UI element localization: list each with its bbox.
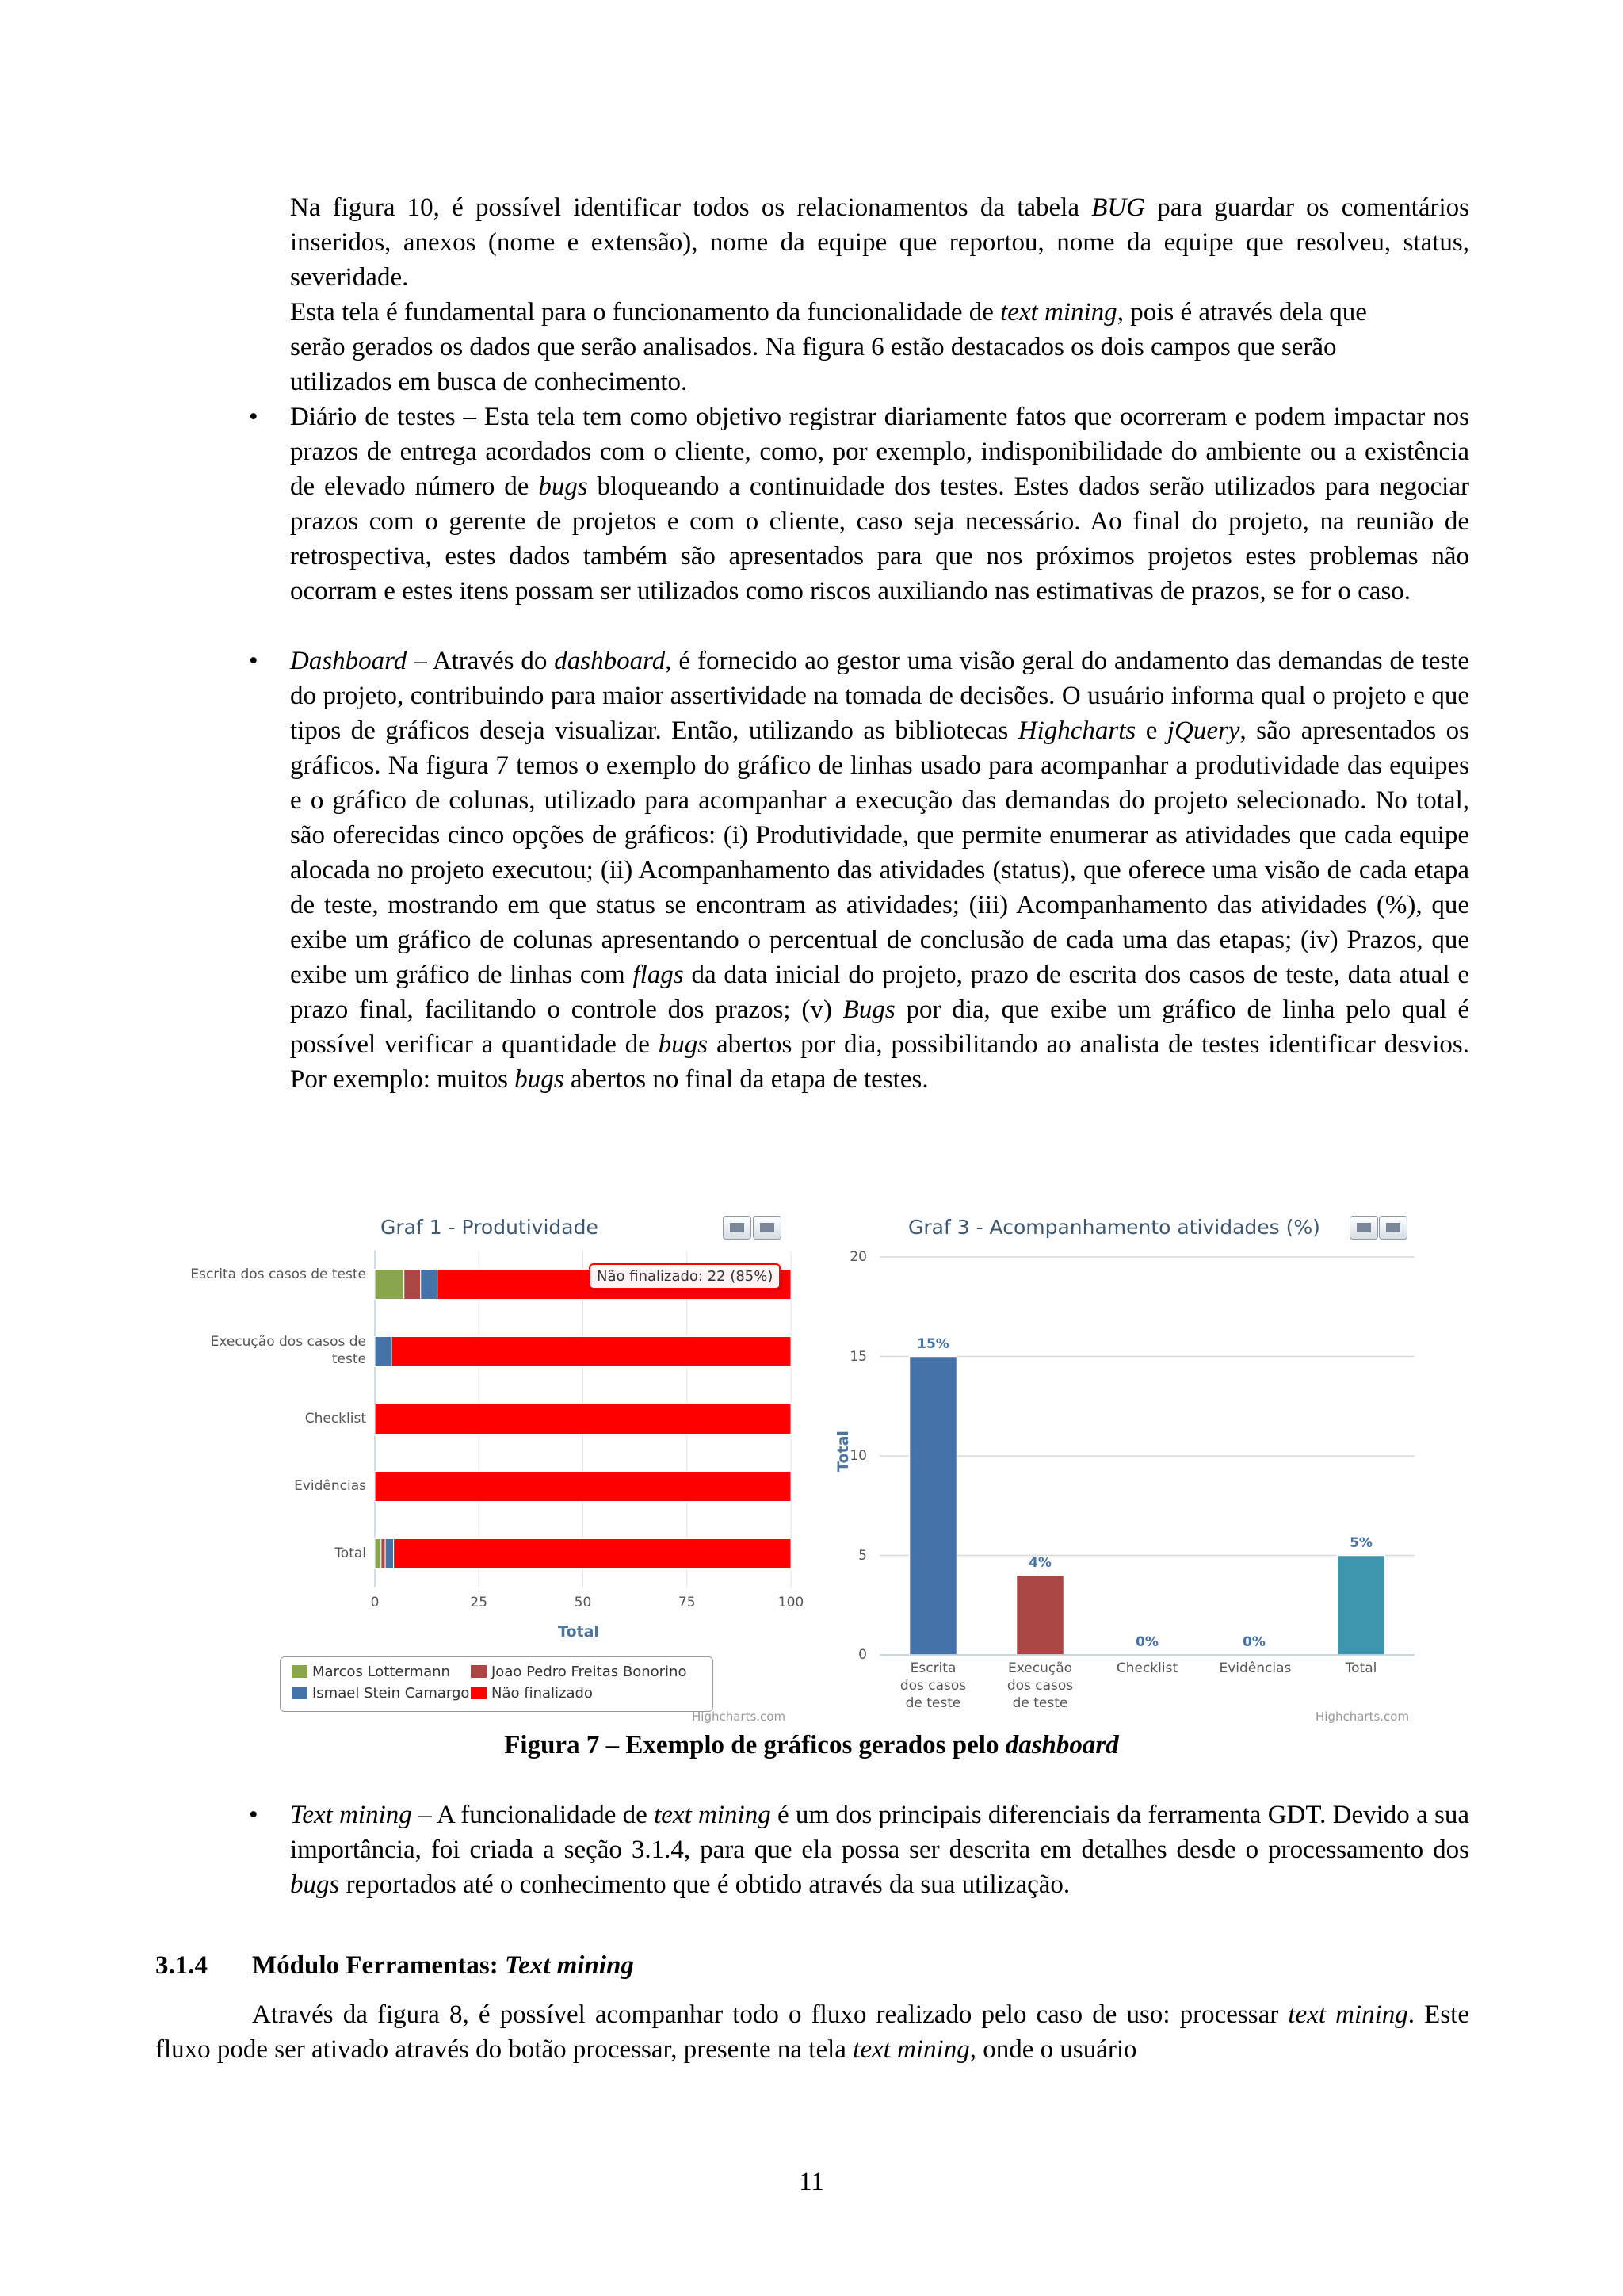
text-run: bloqueando a continuidade dos testes. Estes dados serão utilizados para negociar prazos com o gerente de projetos e com o cliente, caso seja necessário. Ao final do projeto, na reunião de retrospectiva, estes dados também são apresentados para que nos próximos projetos estes problemas não ocorram e estes itens possam ser utilizados como riscos auxiliando nas estimativas de prazos, se for o caso. (290, 472, 1469, 606)
text-run: jQuery (1167, 716, 1240, 745)
text-run: text mining (1000, 298, 1117, 327)
category-label: Total (1345, 1660, 1377, 1676)
paragraph-text-mining-screen (290, 295, 1425, 399)
legend-item[interactable] (292, 1685, 469, 1702)
paragraph-fluxo (155, 1997, 1469, 2067)
text-run: – A funcionalidade de (411, 1801, 655, 1829)
legend-item[interactable] (471, 1664, 686, 1680)
text-run: – Através do (407, 647, 555, 675)
text-run: , é fornecido ao gestor uma visão geral do andamento das demandas de teste do projeto, contribuindo para maior assertividade na tomada de decisões. O usuário informa qual o projeto e que tipos de gráficos deseja visualizar. Então, utilizando as bibliotecas (290, 647, 1469, 745)
bullet-dashboard (249, 644, 1469, 1097)
column-bar[interactable] (1338, 1556, 1385, 1656)
chart-title: Graf 3 - Acompanhamento atividades (%) (908, 1216, 1320, 1239)
legend-item[interactable] (471, 1685, 593, 1702)
legend-label: Joao Pedro Freitas Bonorino (491, 1664, 687, 1680)
bar-segment[interactable] (391, 1337, 791, 1367)
text-run: bugs (538, 472, 588, 501)
text-run: Text mining (290, 1801, 412, 1829)
y-axis-title: Total (834, 1431, 852, 1472)
tick-label: 50 (574, 1595, 592, 1610)
legend-label: Não finalizado (491, 1685, 593, 1702)
legend-label: Marcos Lottermann (312, 1664, 450, 1680)
bar-segment[interactable] (381, 1539, 385, 1569)
tooltip: Não finalizado: 22 (85%) (589, 1263, 781, 1289)
bar-segment[interactable] (421, 1270, 437, 1300)
category-label: Evidências (294, 1477, 366, 1494)
legend-swatch (292, 1665, 307, 1678)
section-title: Text mining (504, 1951, 634, 1980)
paragraph-bug-table (290, 190, 1469, 295)
bullet-icon: • (249, 403, 258, 431)
text-run: Através da figura 8, é possível acompanhar todo o fluxo realizado pelo caso de uso: processar (252, 2000, 1289, 2029)
text-run: flags (632, 961, 684, 989)
text-run: dashboard (554, 647, 666, 675)
data-label: 0% (1136, 1634, 1159, 1650)
bar-segment[interactable] (375, 1404, 791, 1435)
data-label: 15% (917, 1335, 949, 1352)
text-run: abertos por dia, possibilitando ao analista de testes identificar desvios. Por exemplo: muitos (290, 1030, 1469, 1094)
text-run: Bugs (842, 995, 896, 1024)
text-run: bugs (290, 1870, 340, 1899)
tick-label: 20 (850, 1249, 867, 1265)
text-run: text mining (654, 1801, 771, 1829)
tick-label: 15 (850, 1348, 867, 1365)
figure-caption (0, 1731, 1623, 1760)
section-number: 3.1.4 (155, 1951, 208, 1980)
text-run: e (1136, 716, 1167, 745)
category-label: Escrita dos casos de teste (899, 1660, 967, 1711)
text-run: bugs (514, 1065, 564, 1094)
text-run: por dia, que exibe um gráfico de linha pelo qual é possível verificar a quantidade de (290, 995, 1469, 1059)
bar-segment[interactable] (394, 1539, 791, 1569)
bullet-icon: • (249, 647, 258, 675)
text-run: text mining (853, 2035, 970, 2064)
column-bar[interactable] (910, 1357, 957, 1656)
category-label: Escrita dos casos de teste (190, 1266, 366, 1282)
text-run: reportados até o conhecimento que é obtido através da sua utilização. (339, 1870, 1071, 1899)
category-label: Total (334, 1545, 366, 1561)
text-run: . Este fluxo pode ser ativado através do botão processar, presente na tela (155, 2000, 1469, 2064)
category-label: Evidências (1219, 1660, 1292, 1676)
page-number: 11 (799, 2168, 824, 2196)
category-label: Checklist (1116, 1660, 1178, 1676)
data-label: 5% (1350, 1534, 1373, 1551)
legend-swatch (471, 1665, 487, 1678)
data-label: 0% (1243, 1634, 1266, 1650)
text-run: , são apresentados os gráficos. Na figura 7 temos o exemplo do gráfico de linhas usado para acompanhar a produtividade das equipes e o gráfico de colunas, utilizado para acompanhar a execução das demandas do projeto selecionado. No total, são oferecidas cinco opções de gráficos: (i) Produtividade, que permite enumerar as atividades que cada equipe alocada no projeto executou; (ii) Acompanhamento das atividades (status), que oferece uma visão de cada etapa de teste, mostrando em que status se encontram as atividades; (iii) Acompanhamento das atividades (%), que exibe um gráfico de colunas apresentando o percentual de conclusão de cada uma das etapas; (iv) Prazos, que exibe um gráfico de linhas com (290, 716, 1469, 989)
text-run: abertos no final da etapa de testes. (563, 1065, 929, 1094)
credit[interactable]: Highcharts.com (692, 1710, 786, 1724)
bar-segment[interactable] (375, 1539, 381, 1569)
bullet-text-mining (249, 1797, 1469, 1902)
credit[interactable]: Highcharts.com (1316, 1710, 1410, 1724)
caption-text: dashboard (1005, 1731, 1119, 1759)
tick-label: 75 (678, 1595, 696, 1610)
text-run: Dashboard (290, 647, 407, 675)
tick-label: 0 (858, 1647, 867, 1663)
text-run: para guardar os comentários inseridos, anexos (nome e extensão), nome da equipe que reportou, nome da equipe que resolveu, status, severidade. (290, 193, 1469, 292)
text-run: BUG (1091, 193, 1146, 222)
tick-label: 0 (370, 1595, 380, 1610)
category-label: Checklist (304, 1410, 366, 1427)
bar-segment[interactable] (375, 1270, 404, 1300)
chart-title: Graf 1 - Produtividade (380, 1216, 598, 1239)
chart-produtividade (190, 1205, 808, 1736)
bar-segment[interactable] (404, 1270, 421, 1300)
x-axis-title: Total (558, 1623, 599, 1641)
tick-label: 100 (777, 1595, 804, 1610)
text-run: é um dos principais diferenciais da ferramenta GDT. Devido a sua importância, foi criada a seção 3.1.4, para que ela possa ser descrita em detalhes desde o processamento dos (290, 1801, 1469, 1864)
chart-acompanhamento (824, 1205, 1442, 1736)
section-heading (155, 1951, 634, 1981)
text-run: Na figura 10, é possível identificar todos os relacionamentos da tabela (290, 193, 1092, 222)
chart-plot-area (824, 1205, 1442, 1736)
legend-label: Ismael Stein Camargo (312, 1685, 470, 1702)
text-run: Esta tela é fundamental para o funcionamento da funcionalidade de (290, 298, 1001, 327)
legend-swatch (292, 1687, 307, 1699)
text-run: , pois é através dela que serão gerados os dados que serão analisados. Na figura 6 estão destacados os dois campos que serão utilizados em busca de conhecimento. (290, 298, 1367, 396)
text-run: Highcharts (1018, 716, 1136, 745)
legend-swatch (471, 1687, 487, 1699)
caption-text: Figura 7 – Exemplo de gráficos gerados pelo (504, 1731, 1006, 1759)
bar-segment[interactable] (375, 1472, 791, 1502)
text-run: bugs (658, 1030, 708, 1059)
tick-label: 10 (850, 1448, 867, 1464)
bullet-icon: • (249, 1801, 258, 1829)
bar-segment[interactable] (375, 1337, 391, 1367)
tick-label: 25 (470, 1595, 488, 1610)
category-label: Execução dos casos de teste (1006, 1660, 1074, 1711)
text-run: text mining (1288, 2000, 1408, 2029)
bar-segment[interactable] (385, 1539, 394, 1569)
text-run: , onde o usuário (969, 2035, 1137, 2064)
column-bar[interactable] (1017, 1576, 1064, 1655)
bullet-diario-testes (249, 399, 1469, 609)
legend (280, 1656, 713, 1712)
tick-label: 5 (858, 1547, 867, 1564)
legend-item[interactable] (292, 1664, 450, 1680)
data-label: 4% (1029, 1554, 1052, 1571)
category-label: Execução dos casos de teste (210, 1333, 366, 1367)
text-run: da data inicial do projeto, prazo de escrita dos casos de teste, data atual e prazo final, facilitando o controle dos prazos; (v) (290, 961, 1469, 1024)
text-run: Diário de testes – Esta tela tem como objetivo registrar diariamente fatos que ocorreram e podem impactar nos prazos de entrega acordados com o cliente, como, por exemplo, indisponibilidade do ambiente ou a existência de elevado número de (290, 403, 1469, 501)
section-title: Módulo Ferramentas: (252, 1951, 505, 1980)
